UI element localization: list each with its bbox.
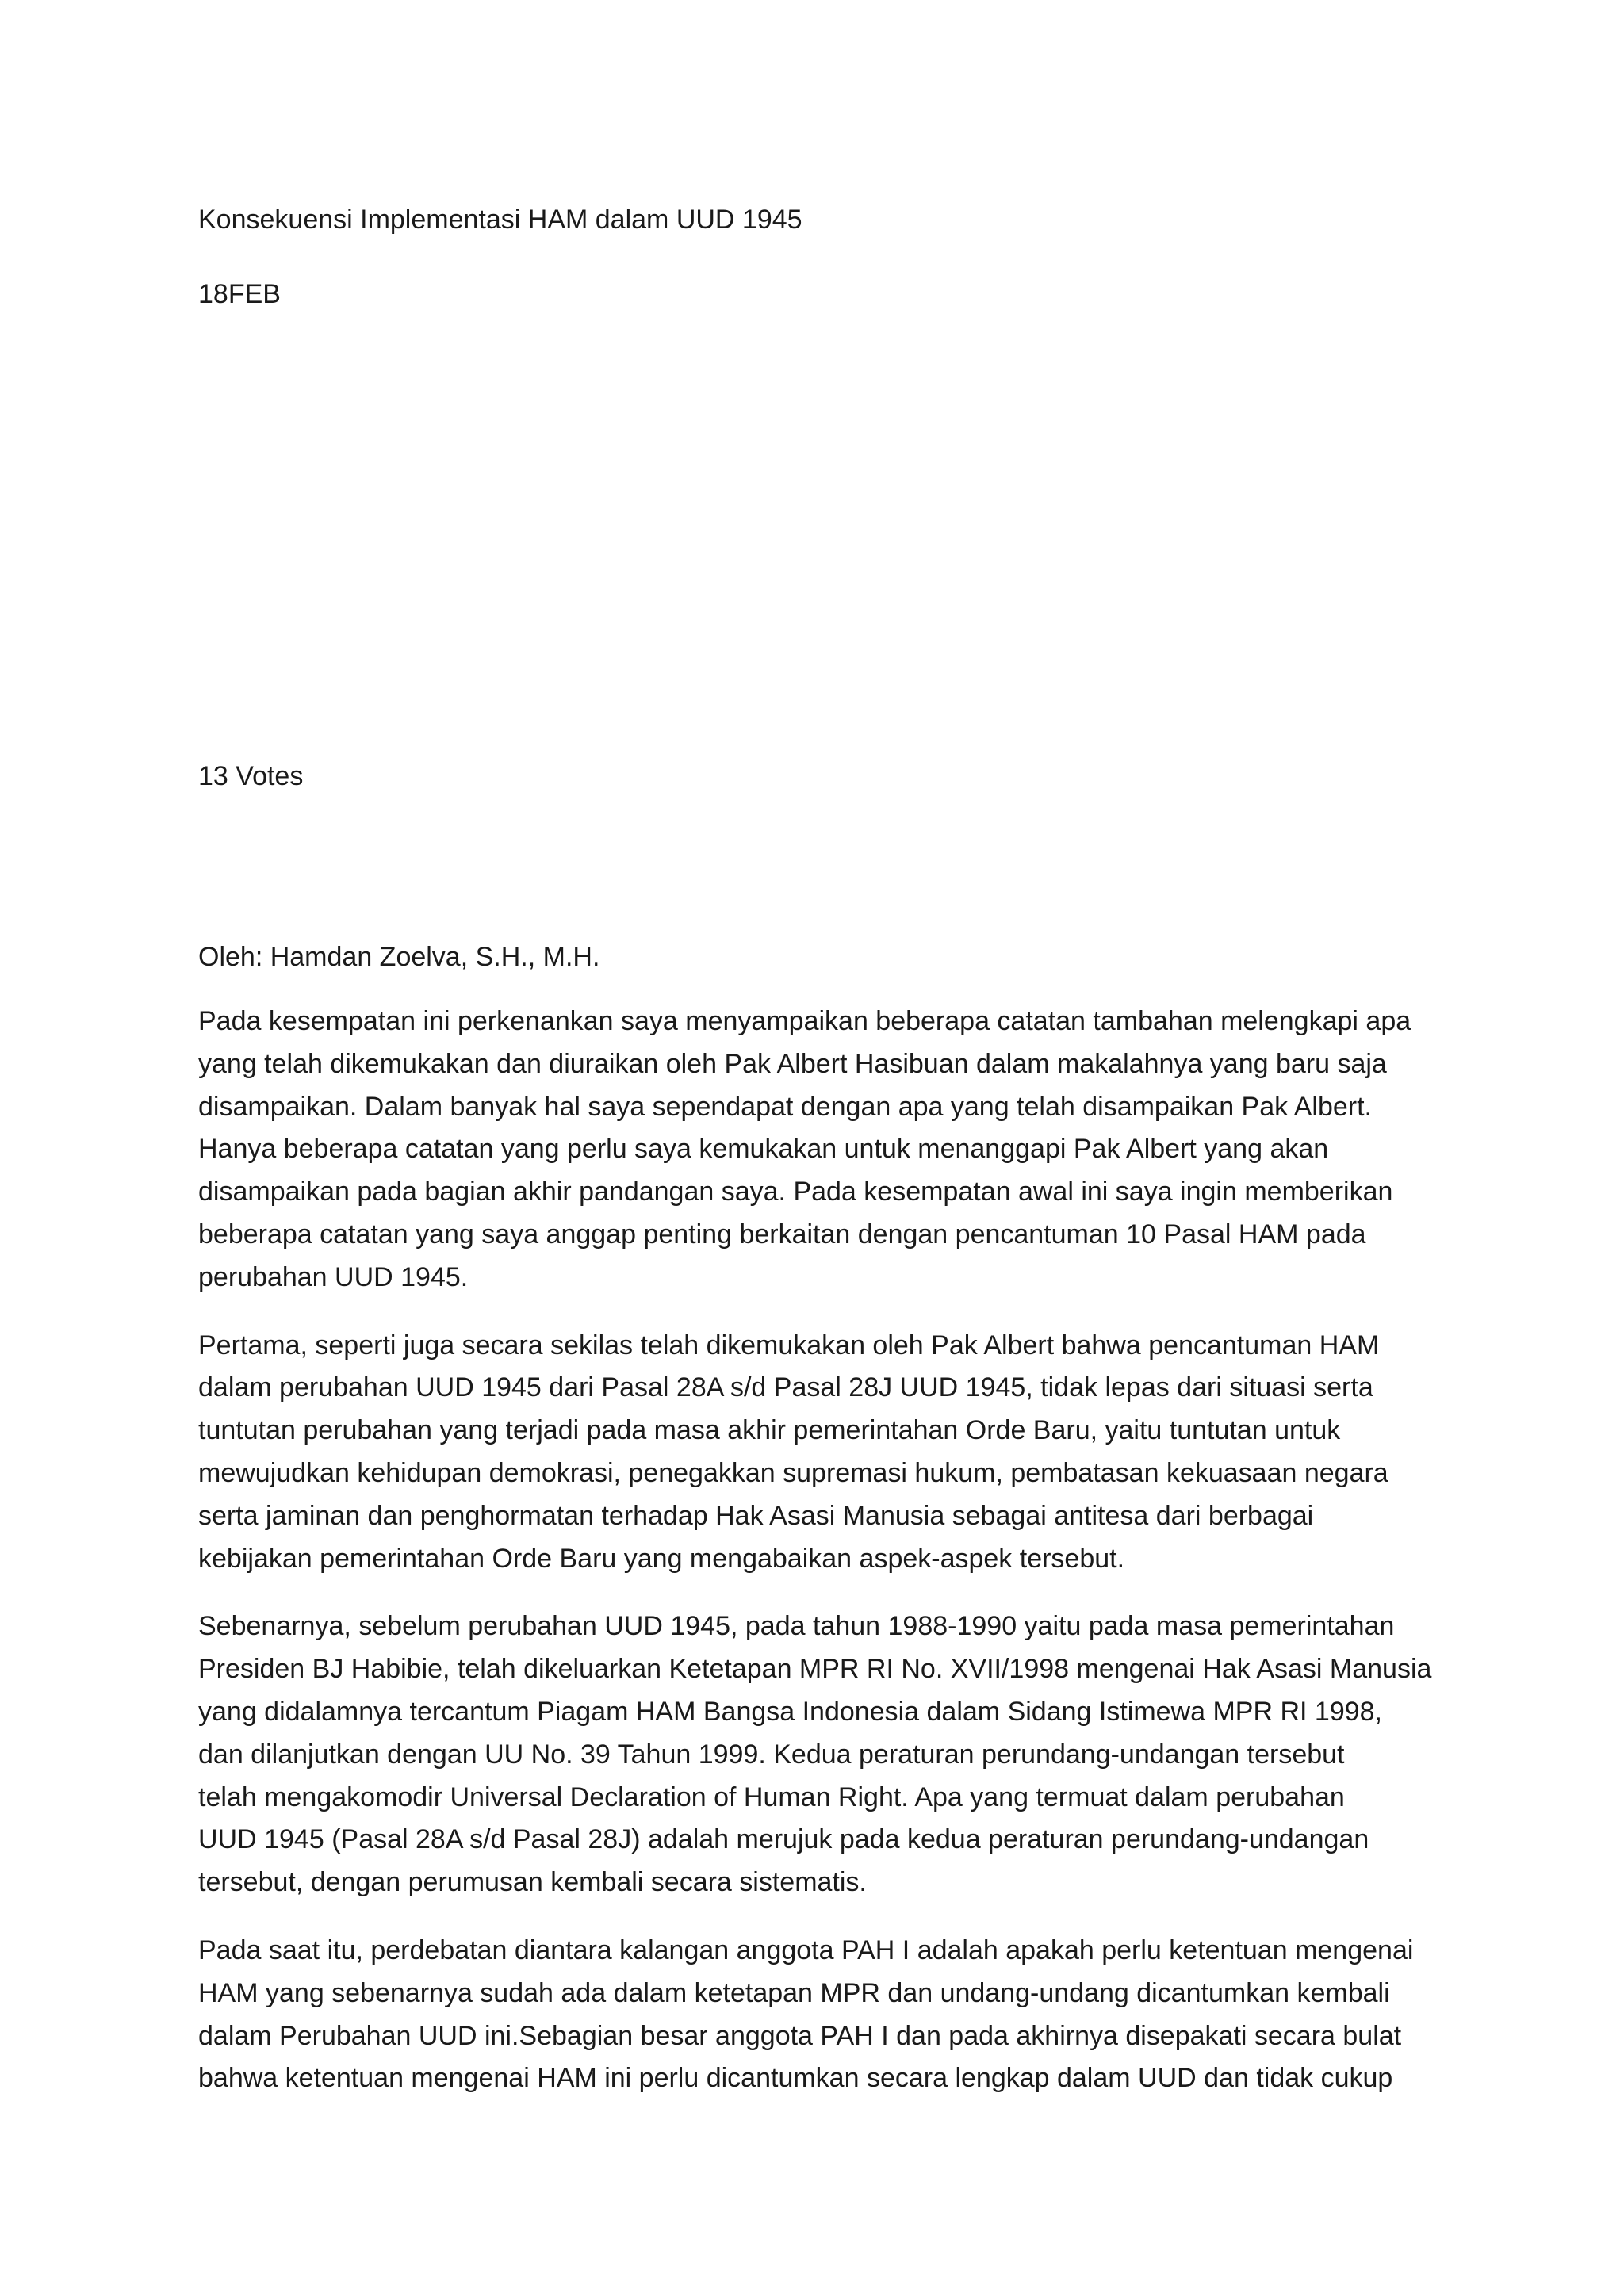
paragraph-line: tersebut, dengan perumusan kembali secara sistematis. <box>198 1867 867 1898</box>
paragraph-line: dalam Perubahan UUD ini.Sebagian besar anggota PAH I dan pada akhirnya disepakati secara bulat <box>198 2020 1402 2051</box>
paragraph-line: UUD 1945 (Pasal 28A s/d Pasal 28J) adalah merujuk pada kedua peraturan perundang-undangan <box>198 1824 1369 1855</box>
document-header <box>198 198 1443 316</box>
paragraph-line: serta jaminan dan penghormatan terhadap Hak Asasi Manusia sebagai antitesa dari berbagai <box>198 1500 1314 1531</box>
paragraph-line: HAM yang sebenarnya sudah ada dalam ketetapan MPR dan undang-undang dicantumkan kembali <box>198 1977 1390 2008</box>
paragraph-line: disampaikan pada bagian akhir pandangan saya. Pada kesempatan awal ini saya ingin memberikan <box>198 1177 1393 1207</box>
paragraph-line: disampaikan. Dalam banyak hal saya sependapat dengan apa yang telah disampaikan Pak Albert. <box>198 1091 1372 1122</box>
paragraph-line: tuntutan perubahan yang terjadi pada masa akhir pemerintahan Orde Baru, yaitu tuntutan untuk <box>198 1415 1341 1446</box>
paragraph-line: Hanya beberapa catatan yang perlu saya kemukakan untuk menanggapi Pak Albert yang akan <box>198 1134 1329 1165</box>
paragraph-line: Pada kesempatan ini perkenankan saya menyampaikan beberapa catatan tambahan melengkapi apa <box>198 1006 1411 1036</box>
author-byline: Oleh: Hamdan Zoelva, S.H., M.H. <box>198 942 600 972</box>
paragraph-line: beberapa catatan yang saya anggap penting berkaitan dengan pencantuman 10 Pasal HAM pada <box>198 1219 1366 1249</box>
paragraph-4 <box>198 1930 1467 2100</box>
paragraph-line: Pertama, seperti juga secara sekilas telah dikemukakan oleh Pak Albert bahwa pencantuman HAM <box>198 1330 1380 1360</box>
paragraph-line: Presiden BJ Habibie, telah dikeluarkan Ketetapan MPR RI No. XVII/1998 mengenai Hak Asasi Manusia <box>198 1654 1432 1685</box>
paragraph-line: Sebenarnya, sebelum perubahan UUD 1945, pada tahun 1988-1990 yaitu pada masa pemerintahan <box>198 1611 1395 1642</box>
paragraph-line: dalam perubahan UUD 1945 dari Pasal 28A s/d Pasal 28J UUD 1945, tidak lepas dari situasi serta <box>198 1372 1373 1403</box>
paragraph-1 <box>198 1001 1467 1299</box>
paragraph-line: kebijakan pemerintahan Orde Baru yang mengabaikan aspek-aspek tersebut. <box>198 1543 1125 1574</box>
paragraph-line: telah mengakomodir Universal Declaration of Human Right. Apa yang termuat dalam perubahan <box>198 1781 1345 1812</box>
paragraph-line: dan dilanjutkan dengan UU No. 39 Tahun 1999. Kedua peraturan perundang-undangan tersebut <box>198 1739 1345 1770</box>
paragraph-line: mewujudkan kehidupan demokrasi, penegakkan supremasi hukum, pembatasan kekuasaan negara <box>198 1457 1388 1488</box>
paragraph-line: perubahan UUD 1945. <box>198 1261 469 1292</box>
article-body <box>198 1001 1467 2126</box>
paragraph-line: bahwa ketentuan mengenai HAM ini perlu dicantumkan secara lengkap dalam UUD dan tidak cukup <box>198 2063 1393 2094</box>
paragraph-line: Pada saat itu, perdebatan diantara kalangan anggota PAH I adalah apakah perlu ketentuan mengenai <box>198 1934 1414 1965</box>
paragraph-line: yang didalamnya tercantum Piagam HAM Bangsa Indonesia dalam Sidang Istimewa MPR RI 1998, <box>198 1696 1382 1727</box>
paragraph-3 <box>198 1605 1467 1904</box>
document-title: Konsekuensi Implementasi HAM dalam UUD 1945 <box>198 205 802 235</box>
post-date: 18FEB <box>198 279 281 309</box>
votes-count: 13 Votes <box>198 761 304 791</box>
paragraph-2 <box>198 1325 1467 1581</box>
paragraph-line: yang telah dikemukakan dan diuraikan oleh Pak Albert Hasibuan dalam makalahnya yang baru saja <box>198 1048 1387 1079</box>
